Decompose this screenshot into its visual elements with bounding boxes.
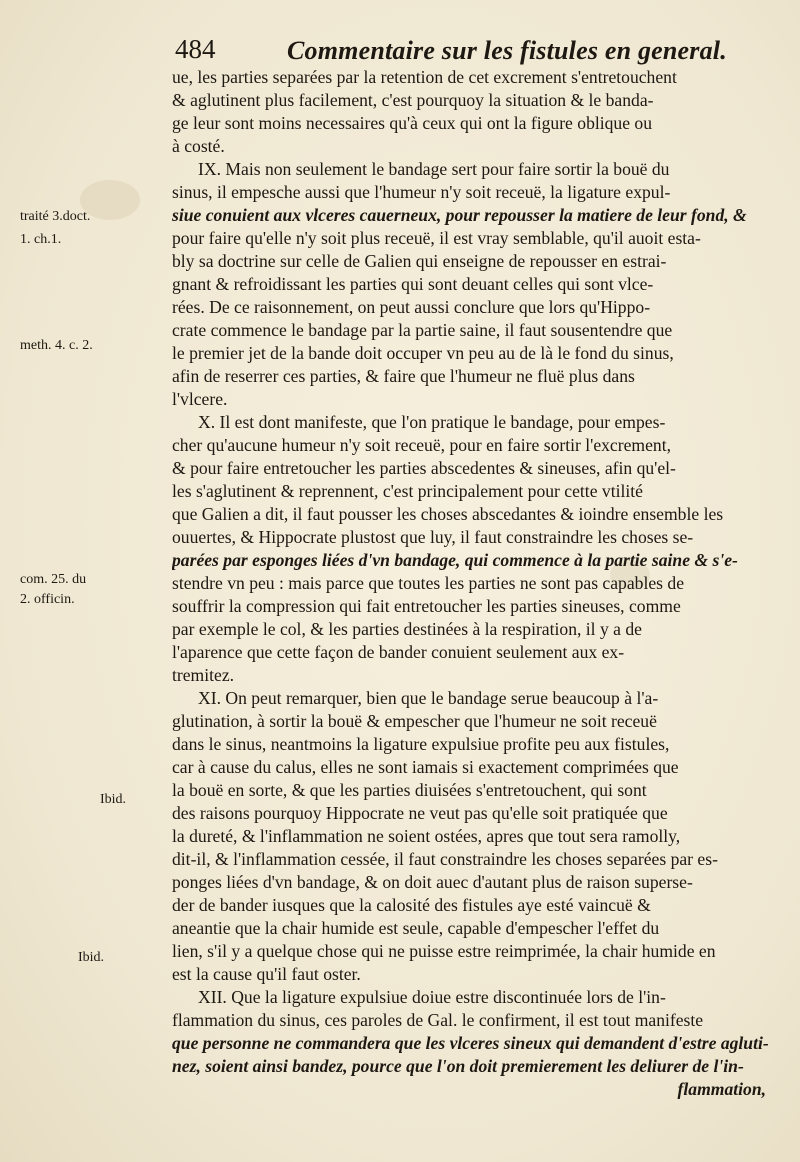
text-line: la bouë en sorte, & que les parties diuisées s'entretouchent, qui sont <box>172 780 647 800</box>
text-line: ge leur sont moins necessaires qu'à ceux qui ont la figure oblique ou <box>172 113 653 133</box>
text-line: XII. Que la ligature expulsiue doiue estre discontinuée lors de l'in- <box>198 987 666 1007</box>
running-title: Commentaire sur les fistules en general. <box>287 36 727 65</box>
text-line: ponges liées d'vn bandage, & on doit auec d'autant plus de raison superse- <box>172 872 693 892</box>
text-line: bly sa doctrine sur celle de Galien qui enseigne de repousser en estrai- <box>172 251 667 271</box>
text-line: car à cause du calus, elles ne sont iamais si exactement comprimées que <box>172 757 679 777</box>
margin-note: Ibid. <box>78 950 105 965</box>
text-line: cher qu'aucune humeur n'y soit receuë, pour en faire sortir l'excrement, <box>172 435 671 455</box>
text-line: la dureté, & l'inflammation ne soient ostées, apres que tout sera ramolly, <box>172 826 681 846</box>
text-line: ouuertes, & Hippocrate plustost que luy, il faut constraindre les choses se- <box>172 527 694 547</box>
text-line: flammation, <box>677 1079 766 1099</box>
body-text <box>172 66 770 1101</box>
text-line: glutination, à sortir la bouë & empescher que l'humeur ne soit receuë <box>172 711 657 731</box>
text-line: aneantie que la chair humide est seule, capable d'empescher l'effet du <box>172 918 660 938</box>
text-line: que Galien a dit, il faut pousser les choses abscedantes & ioindre ensemble les <box>172 504 724 524</box>
text-line: par exemple le col, & les parties destinées à la respiration, il y a de <box>172 619 642 639</box>
text-line: que personne ne commandera que les vlceres sineux qui demandent d'estre agluti- <box>172 1033 769 1053</box>
margin-note: Ibid. <box>100 792 127 807</box>
text-line: ue, les parties separées par la retention de cet excrement s'entretouchent <box>172 67 677 87</box>
text-line: souffrir la compression qui fait entretoucher les parties sineuses, comme <box>172 596 681 616</box>
text-line: dans le sinus, neantmoins la ligature expulsiue profite peu aux fistules, <box>172 734 670 754</box>
text-line: & aglutinent plus facilement, c'est pourquoy la situation & le banda- <box>172 90 654 110</box>
text-line: à costé. <box>172 136 225 156</box>
margin-note: 2. officin. <box>20 592 75 607</box>
text-line: afin de reserrer ces parties, & faire que l'humeur ne fluë plus dans <box>172 366 635 386</box>
text-line: lien, s'il y a quelque chose qui ne puisse estre reimprimée, la chair humide en <box>172 941 716 961</box>
page-header <box>175 34 775 68</box>
text-line: est la cause qu'il faut oster. <box>172 964 361 984</box>
text-line: nez, soient ainsi bandez, pource que l'on doit premierement les deliurer de l'in- <box>172 1056 744 1076</box>
text-line: rées. De ce raisonnement, on peut aussi conclure que lors qu'Hippo- <box>172 297 651 317</box>
text-line: gnant & refroidissant les parties qui sont deuant celles qui sont vlce- <box>172 274 654 294</box>
text-line: parées par esponges liées d'vn bandage, qui commence à la partie saine & s'e- <box>172 550 738 570</box>
text-line: IX. Mais non seulement le bandage sert pour faire sortir la bouë du <box>198 159 670 179</box>
text-line: les s'aglutinent & reprennent, c'est principalement pour cette vtilité <box>172 481 643 501</box>
text-line: l'aparence que cette façon de bander conuient seulement aux ex- <box>172 642 625 662</box>
text-line: crate commence le bandage par la partie saine, il faut sousentendre que <box>172 320 673 340</box>
text-line: le premier jet de la bande doit occuper vn peu au de là le fond du sinus, <box>172 343 674 363</box>
text-line: & pour faire entretoucher les parties abscedentes & sineuses, afin qu'el- <box>172 458 676 478</box>
text-line: der de bander iusques que la calosité des fistules aye esté vaincuë & <box>172 895 651 915</box>
text-line: l'vlcere. <box>172 389 228 409</box>
margin-note: 1. ch.1. <box>20 232 62 247</box>
text-line: XI. On peut remarquer, bien que le bandage serue beaucoup à l'a- <box>198 688 659 708</box>
text-line: stendre vn peu : mais parce que toutes les parties ne sont pas capables de <box>172 573 685 593</box>
text-line: sinus, il empesche aussi que l'humeur n'y soit receuë, la ligature expul- <box>172 182 671 202</box>
text-line: des raisons pourquoy Hippocrate ne veut pas qu'elle soit pratiquée que <box>172 803 668 823</box>
text-line: flammation du sinus, ces paroles de Gal. le confirment, il est tout manifeste <box>172 1010 704 1030</box>
text-line: siue conuient aux vlceres cauerneux, pour repousser la matiere de leur fond, & <box>172 205 747 225</box>
margin-note: com. 25. du <box>20 572 87 587</box>
text-line: tremitez. <box>172 665 235 685</box>
margin-note: traité 3.doct. <box>20 209 91 224</box>
margin-note: meth. 4. c. 2. <box>20 338 93 353</box>
text-line: pour faire qu'elle n'y soit plus receuë, il est vray semblable, qu'il auoit esta- <box>172 228 701 248</box>
text-line: X. Il est dont manifeste, que l'on pratique le bandage, pour empes- <box>198 412 666 432</box>
text-line: dit-il, & l'inflammation cessée, il faut constraindre les choses separées par es- <box>172 849 718 869</box>
page-number: 484 <box>175 34 216 64</box>
